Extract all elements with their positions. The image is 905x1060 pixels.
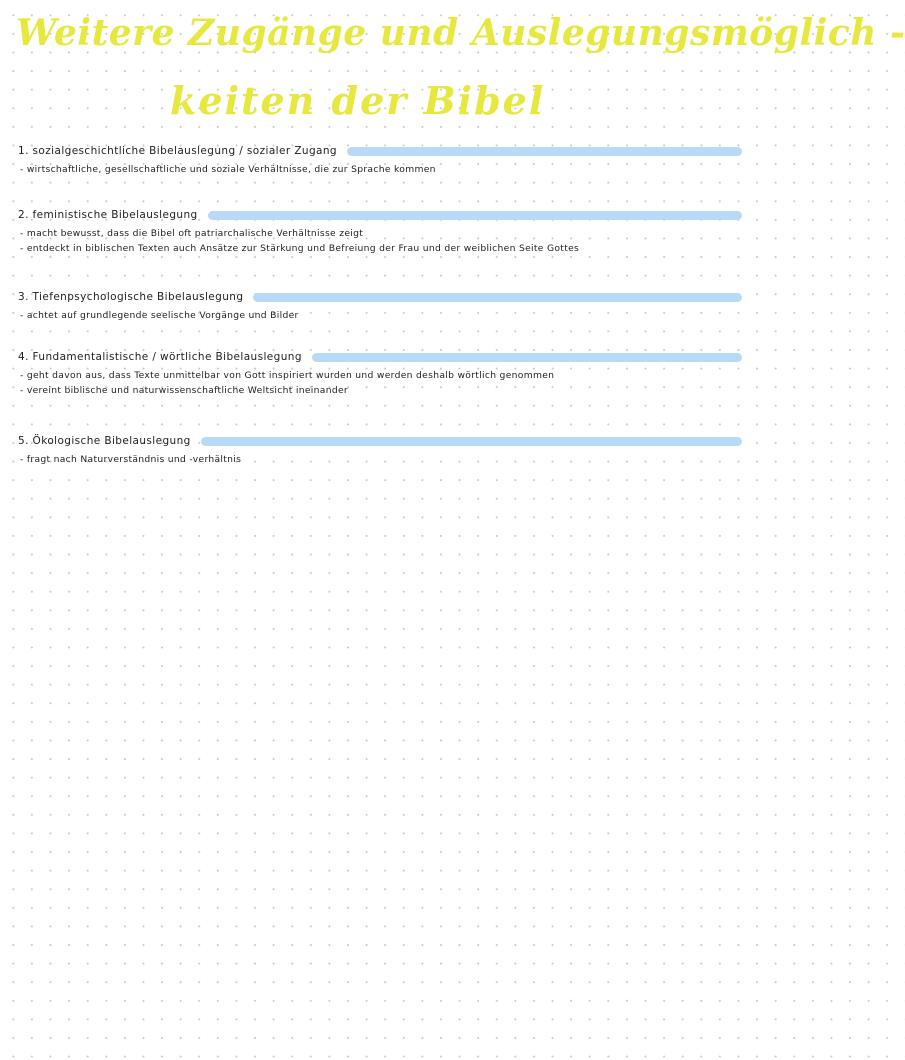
section-heading-row	[18, 142, 742, 160]
bullet-item: - wirtschaftliche, gesellschaftliche und soziale Verhältnisse, die zur Sprache kommen	[20, 164, 436, 175]
highlight-bar	[253, 293, 742, 302]
section-heading: 2. feministische Bibelauslegung	[18, 209, 198, 221]
section-heading-row	[18, 348, 742, 366]
bullet-item: - macht bewusst, dass die Bibel oft patriarchalische Verhältnisse zeigt	[20, 228, 364, 239]
section-sozialgeschichtlich	[18, 142, 742, 175]
highlight-bar	[347, 147, 742, 156]
section-oekologisch	[18, 432, 742, 465]
page-title-line-1: Weitere Zugänge und Auslegungsmöglich -	[16, 12, 905, 54]
highlight-bar	[201, 437, 742, 446]
bullet-item: - vereint biblische und naturwissenschaftliche Weltsicht ineinander	[20, 385, 349, 396]
section-heading: 3. Tiefenpsychologische Bibelauslegung	[18, 291, 244, 303]
section-fundamentalistisch	[18, 348, 742, 396]
bullet-item: - achtet auf grundlegende seelische Vorgänge und Bilder	[20, 310, 299, 321]
bullet-item: - fragt nach Naturverständnis und -verhältnis	[20, 454, 242, 465]
highlight-bar	[208, 211, 742, 220]
section-heading: 1. sozialgeschichtliche Bibelauslegung / sozialer Zugang	[18, 145, 337, 157]
section-heading-row	[18, 288, 742, 306]
section-heading: 5. Ökologische Bibelauslegung	[18, 435, 191, 447]
highlight-bar	[312, 353, 742, 362]
section-heading-row	[18, 432, 742, 450]
section-heading-row	[18, 206, 742, 224]
section-tiefenpsychologisch	[18, 288, 742, 321]
page-title-line-2: keiten der Bibel	[170, 78, 546, 123]
bullet-item: - entdeckt in biblischen Texten auch Ansätze zur Stärkung und Befreiung der Frau und der weiblichen Seite Gottes	[20, 243, 580, 254]
section-heading: 4. Fundamentalistische / wörtliche Bibelauslegung	[18, 351, 302, 363]
section-feministisch	[18, 206, 742, 254]
bullet-item: - geht davon aus, dass Texte unmittelbar von Gott inspiriert wurden und werden deshalb wörtlich genommen	[20, 370, 555, 381]
